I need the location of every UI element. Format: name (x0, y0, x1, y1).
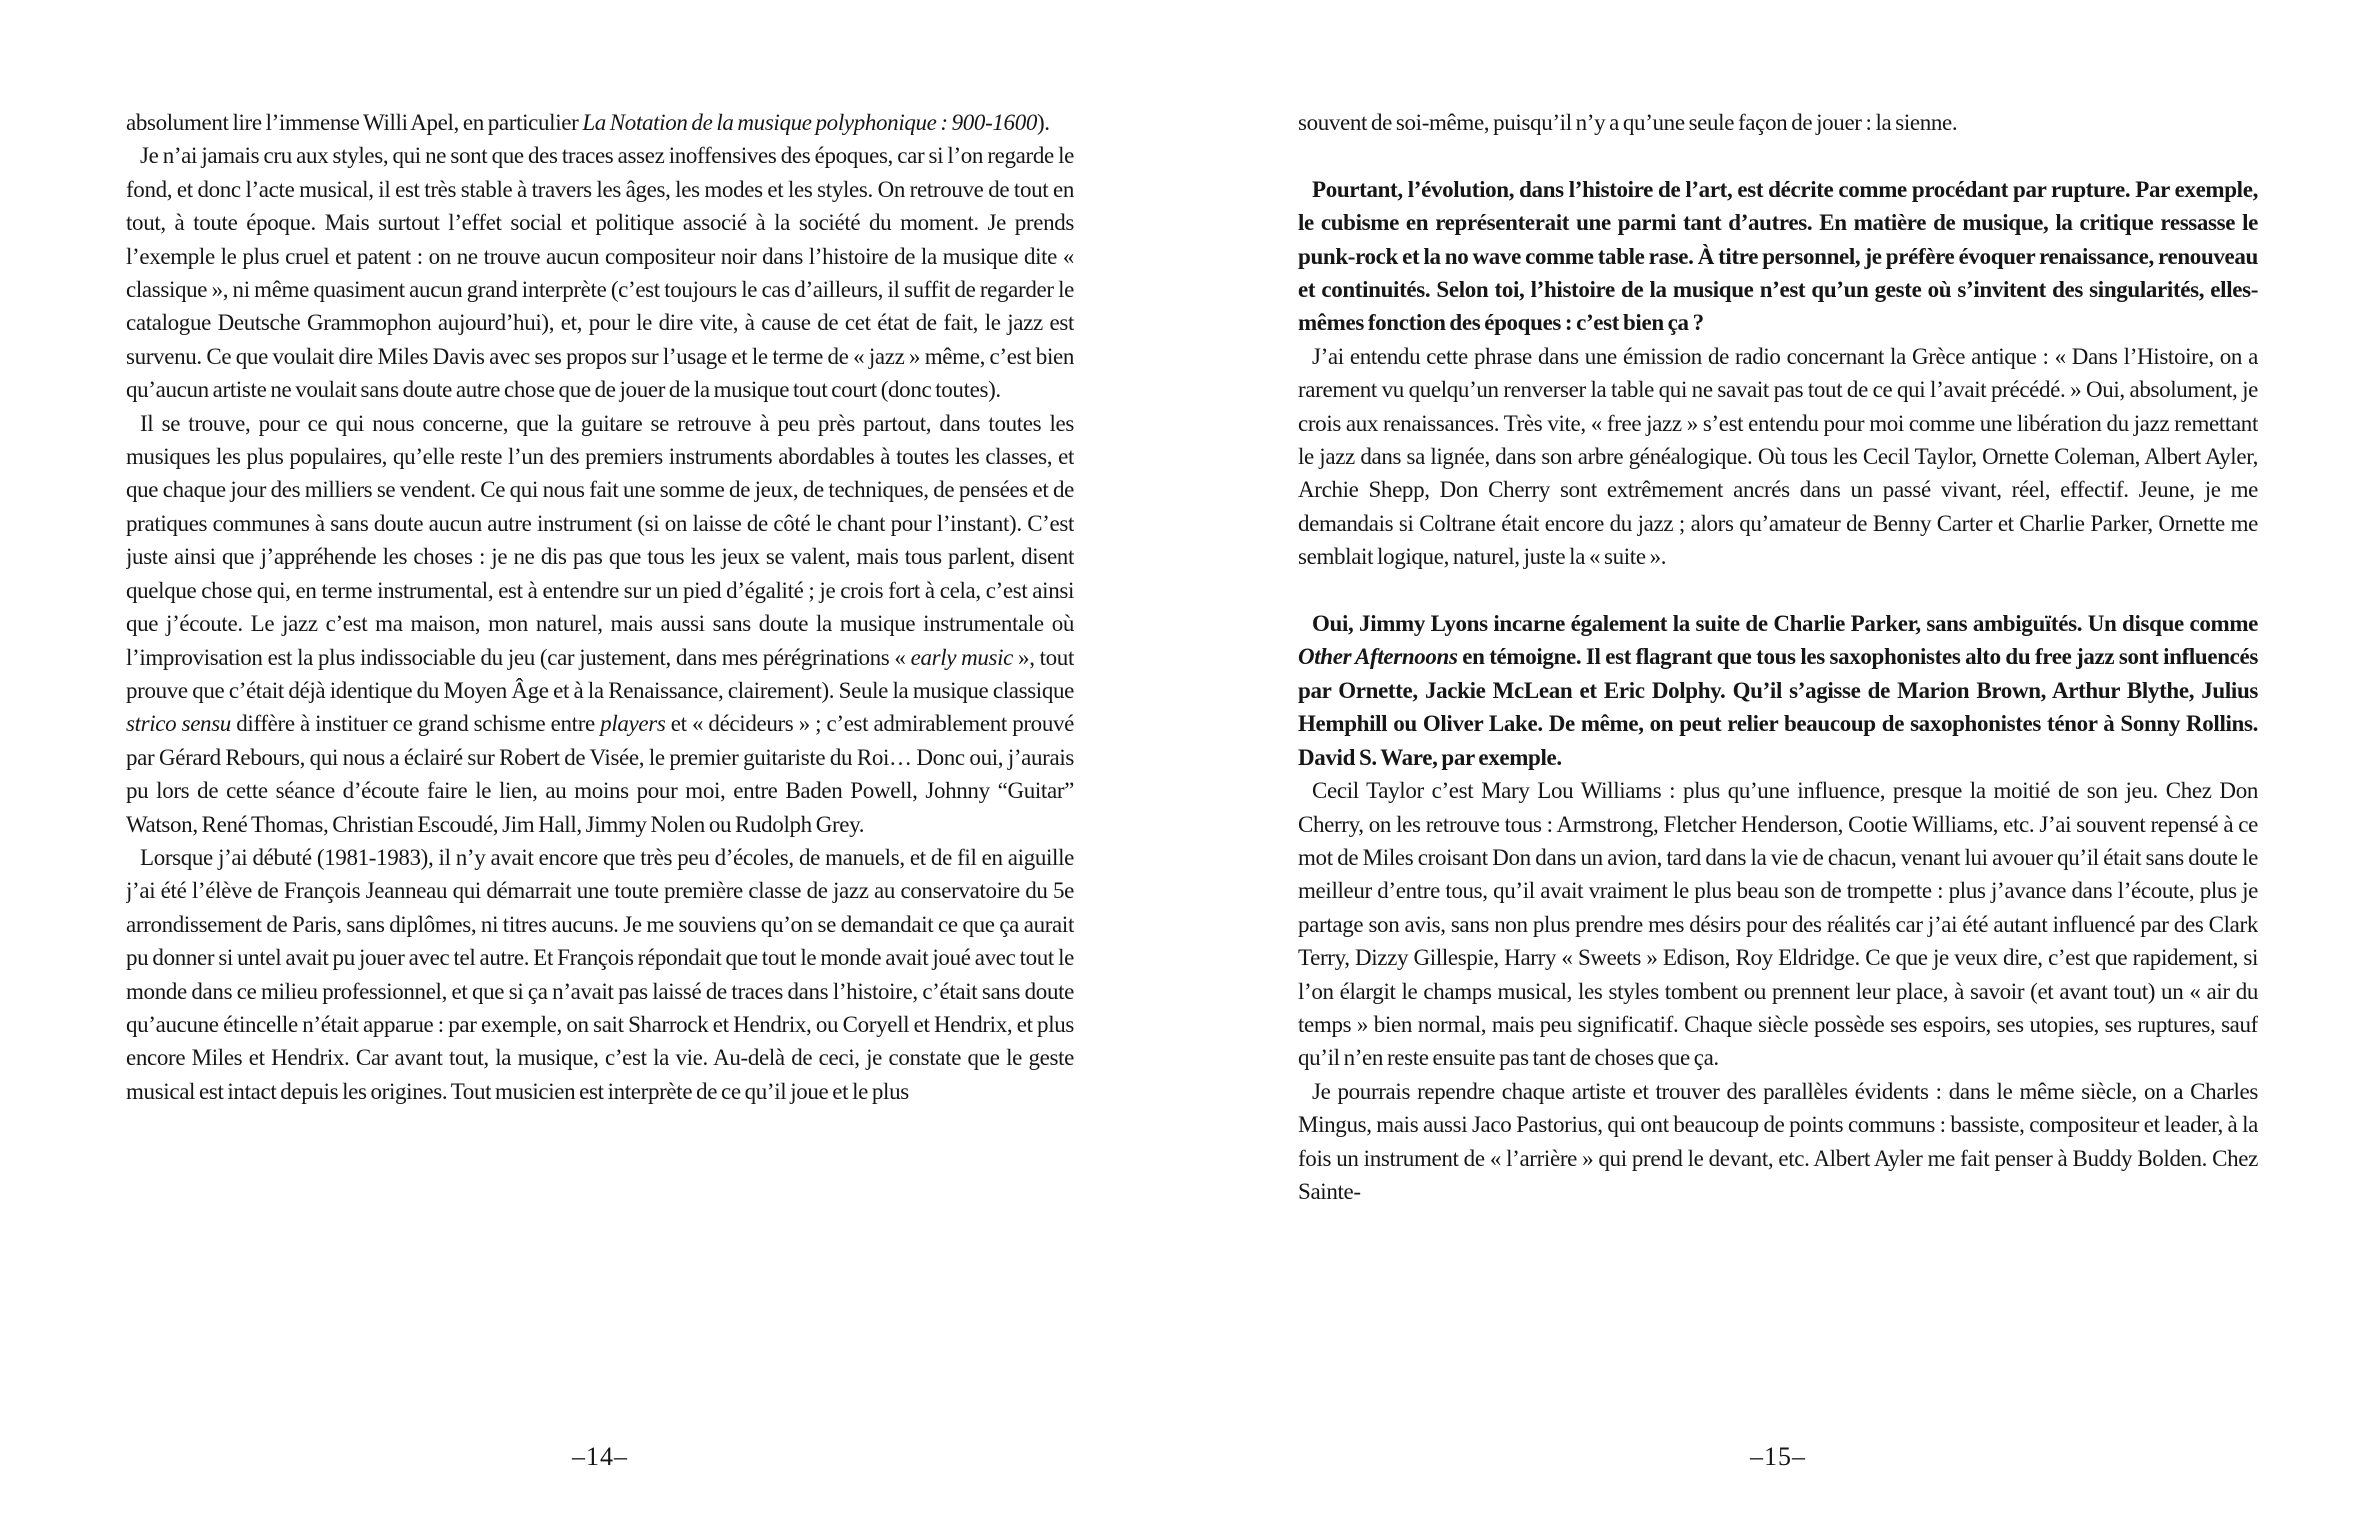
text-segment: absolument lire l’immense Willi Apel, en particulier (126, 110, 583, 135)
italic-text-segment: players (600, 711, 666, 737)
italic-text-segment: La Notation de la musique polyphonique : 900-1600 (582, 110, 1037, 135)
text-segment: », tout prouve que c’était déjà identique du Moyen Âge et à la Renaissance, clairement). Seule la musique classique (126, 644, 1074, 703)
text-segment: Pourtant, l’évolution, dans l’histoire de l’art, est décrite comme procédant par rupture. Par exemple, le cubisme en représenterait une parmi tant d’autres. En matière de musique, la critique ressasse le punk-rock et la no wave comme table rase. À titre personnel, je préfère évoquer renaissance, renouveau et continuités. Selon toi, l’histoire de la musique n’est qu’un geste où s’invitent des singularités, elles-mêmes fonction des époques : c’est bien ça ? (1298, 176, 2258, 336)
page-14-text-column (126, 106, 1074, 1444)
text-segment: J’ai entendu cette phrase dans une émission de radio concernant la Grèce antique : « Dans l’Histoire, on a rarement vu quelqu’un renverser la table qui ne savait pas tout de ce qui l’avait précédé. » Oui, absolument, je crois aux renaissances. Très vite, « free jazz » s’est entendu pour moi comme une libération du jazz remettant le jazz dans sa lignée, dans son arbre généalogique. Où tous les Cecil Taylor, Ornette Coleman, Albert Ayler, Archie Shepp, Don Cherry sont extrêmement ancrés dans un passé vivant, réel, effectif. Jeune, je me demandais si Coltrane était encore du jazz ; alors qu’amateur de Benny Carter et Charlie Parker, Ornette me semblait logique, naturel, juste la « suite ». (1298, 343, 2258, 570)
page-15-number: –15– (1750, 1442, 1806, 1471)
paragraph (1298, 173, 2258, 340)
text-segment: Oui, Jimmy Lyons incarne également la suite de Charlie Parker, sans ambiguïtés. Un disque comme (1312, 611, 2258, 637)
text-segment: diffère à instituer ce grand schisme entre (230, 711, 601, 737)
paragraph (126, 106, 1074, 139)
italic-text-segment: Other Afternoons (1298, 644, 1458, 670)
page-15 (1181, 0, 2362, 1535)
text-segment: Cecil Taylor c’est Mary Lou Williams : plus qu’une influence, presque la moitié de son jeu. Chez Don Cherry, on les retrouve tous : Armstrong, Fletcher Henderson, Cootie Williams, etc. J’ai souvent repensé à ce mot de Miles croisant Don dans un avion, tard dans la vie de chacun, venant lui avouer qu’il était sans doute le meilleur d’entre tous, qu’il avait vraiment le plus beau son de trompette : plus j’avance dans l’écoute, plus je partage son avis, sans non plus prendre mes désirs pour des réalités car j’ai été autant influencé par des Clark Terry, Dizzy Gillespie, Harry « Sweets » Edison, Roy Eldridge. Ce que je veux dire, c’est que rapidement, si l’on élargit le champs musical, les styles tombent ou prennent leur place, à savoir (et avant tout) un « air du temps » bien normal, mais peu significatif. Chaque siècle possède ses espoirs, ses utopies, ses ruptures, sauf qu’il n’en reste ensuite pas tant de choses que ça. (1298, 778, 2258, 1071)
text-segment: souvent de soi-même, puisqu’il n’y a qu’une seule façon de jouer : la sienne. (1298, 110, 1958, 135)
text-segment: Je pourrais rependre chaque artiste et trouver des parallèles évidents : dans le même siècle, on a Charles Mingus, mais aussi Jaco Pastorius, qui ont beaucoup de points communs : bassiste, compositeur et leader, à la fois un instrument de « l’arrière » qui prend le devant, etc. Albert Ayler me fait penser à Buddy Bolden. Chez Sainte- (1298, 1078, 2258, 1204)
paragraph (126, 139, 1074, 406)
italic-text-segment: early music (910, 644, 1014, 670)
text-segment: et « décideurs » ; c’est admirablement prouvé par Gérard Rebours, qui nous a éclairé sur Robert de Visée, le premier guitariste du Roi… Donc oui, j’aurais pu lors de cette séance d’écoute faire le lien, au moins pour moi, entre Baden Powell, Johnny “Guitar” Watson, René Thomas, Christian Escoudé, Jim Hall, Jimmy Nolen ou Rudolph Grey. (126, 711, 1074, 837)
paragraph (1298, 774, 2258, 1075)
text-segment: Il se trouve, pour ce qui nous concerne, que la guitare se retrouve à peu près partout, dans toutes les musiques les plus populaires, qu’elle reste l’un des premiers instruments abordables à toutes les classes, et que chaque jour des milliers se vendent. Ce qui nous fait une somme de jeux, de techniques, de pensées et de pratiques communes à sans doute aucun autre instrument (si on laisse de côté le chant pour l’instant). C’est juste ainsi que j’appréhende les choses : je ne dis pas que tous les jeux se valent, mais tous parlent, disent quelque chose qui, en terme instrumental, est à entendre sur un pied d’égalité ; je crois fort à cela, c’est ainsi que j’écoute. Le jazz c’est ma maison, mon naturel, mais aussi sans doute la musique instrumentale où l’improvisation est la plus indissociable du jeu (car justement, dans mes pérégrinations « (126, 410, 1074, 670)
page-14-number: –14– (572, 1442, 628, 1471)
italic-text-segment: strico sensu (126, 711, 231, 737)
paragraph (126, 407, 1074, 841)
text-segment: en témoigne. Il est flagrant que tous les saxophonistes alto du free jazz sont influencés par Ornette, Jackie McLean et Eric Dolphy. Qu’il s’agisse de Marion Brown, Arthur Blythe, Julius Hemphill ou Oliver Lake. De même, on peut relier beaucoup de saxophonistes ténor à Sonny Rollins. David S. Ware, par exemple. (1298, 644, 2258, 770)
paragraph (126, 841, 1074, 1108)
page-15-text-column (1298, 106, 2258, 1444)
text-segment: Je n’ai jamais cru aux styles, qui ne sont que des traces assez inoffensives des époques, car si l’on regarde le fond, et donc l’acte musical, il est très stable à travers les âges, les modes et les styles. On retrouve de tout en tout, à toute époque. Mais surtout l’effet social et politique associé à la société du moment. Je prends l’exemple le plus cruel et patent : on ne trouve aucun compositeur noir dans l’histoire de la musique dite « classique », ni même quasiment aucun grand interprète (c’est toujours le cas d’ailleurs, il suffit de regarder le catalogue Deutsche Grammophon aujourd’hui), et, pour le dire vite, à cause de cet état de fait, le jazz est survenu. Ce que voulait dire Miles Davis avec ses propos sur l’usage et le terme de « jazz » même, c’est bien qu’aucun artiste ne voulait sans doute autre chose que de jouer de la musique tout court (donc toutes). (126, 143, 1074, 403)
paragraph (1298, 1075, 2258, 1209)
paragraph (1298, 607, 2258, 774)
paragraph (1298, 340, 2258, 574)
text-segment: Lorsque j’ai débuté (1981-1983), il n’y avait encore que très peu d’écoles, de manuels, et de fil en aiguille j’ai été l’élève de François Jeanneau qui démarrait une toute première classe de jazz au conservatoire du 5e arrondissement de Paris, sans diplômes, ni titres aucuns. Je me souviens qu’on se demandait ce que ça aurait pu donner si untel avait pu jouer avec tel autre. Et François répondait que tout le monde avait joué avec tout le monde dans ce milieu professionnel, et que si ça n’avait pas laissé de traces dans l’histoire, c’était sans doute qu’aucune étincelle n’était apparue : par exemple, on sait Sharrock et Hendrix, ou Coryell et Hendrix, et plus encore Miles et Hendrix. Car avant tout, la musique, c’est la vie. Au-delà de ceci, je constate que le geste musical est intact depuis les origines. Tout musicien est interprète de ce qu’il joue et le plus (126, 844, 1074, 1104)
paragraph (1298, 106, 2258, 139)
text-segment: ). (1037, 110, 1050, 135)
